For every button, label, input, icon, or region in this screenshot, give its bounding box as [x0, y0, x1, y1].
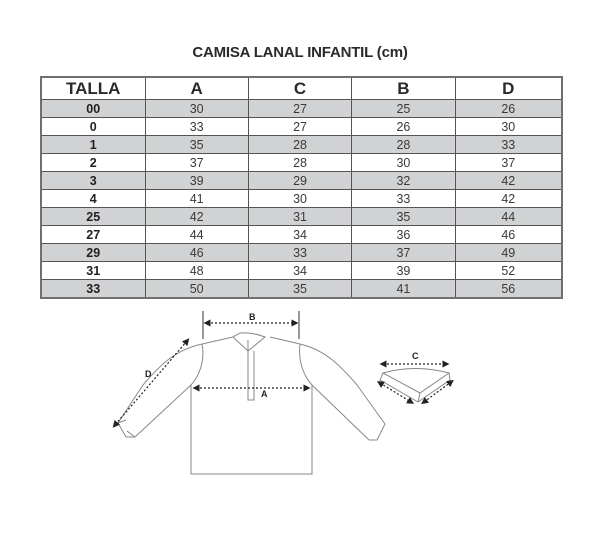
cell-c: 31 — [248, 208, 351, 226]
header-c: C — [248, 77, 351, 100]
cell-b: 30 — [352, 154, 455, 172]
table-row — [41, 262, 562, 280]
cell-a: 33 — [145, 118, 248, 136]
shirt-measurement-diagram — [0, 300, 600, 500]
cell-talla: 1 — [41, 136, 145, 154]
shirt-illustration — [0, 300, 600, 500]
cell-a: 44 — [145, 226, 248, 244]
cell-b: 41 — [352, 280, 455, 299]
table-row — [41, 100, 562, 118]
header-d: D — [455, 77, 562, 100]
cell-talla: 27 — [41, 226, 145, 244]
table-row — [41, 190, 562, 208]
table-row — [41, 208, 562, 226]
cell-a: 41 — [145, 190, 248, 208]
table-row — [41, 118, 562, 136]
table-row — [41, 136, 562, 154]
cell-d: 52 — [455, 262, 562, 280]
cell-talla: 25 — [41, 208, 145, 226]
cell-d: 44 — [455, 208, 562, 226]
cell-a: 30 — [145, 100, 248, 118]
cell-d: 46 — [455, 226, 562, 244]
cell-b: 33 — [352, 190, 455, 208]
cell-c: 27 — [248, 118, 351, 136]
cell-b: 35 — [352, 208, 455, 226]
cell-b: 26 — [352, 118, 455, 136]
cell-talla: 3 — [41, 172, 145, 190]
cell-b: 32 — [352, 172, 455, 190]
label-c: C — [412, 351, 419, 361]
table-header-row — [41, 77, 562, 100]
cell-c: 28 — [248, 154, 351, 172]
cell-talla: 2 — [41, 154, 145, 172]
cell-c: 33 — [248, 244, 351, 262]
cell-a: 37 — [145, 154, 248, 172]
cell-talla: 31 — [41, 262, 145, 280]
table-row — [41, 280, 562, 299]
cell-c: 34 — [248, 262, 351, 280]
cell-b: 25 — [352, 100, 455, 118]
cell-talla: 0 — [41, 118, 145, 136]
cell-b: 39 — [352, 262, 455, 280]
cell-d: 56 — [455, 280, 562, 299]
cell-talla: 33 — [41, 280, 145, 299]
table-row — [41, 154, 562, 172]
cell-a: 50 — [145, 280, 248, 299]
label-d: D — [145, 369, 152, 379]
page-title: CAMISA LANAL INFANTIL (cm) — [192, 44, 408, 61]
cell-a: 39 — [145, 172, 248, 190]
cell-d: 37 — [455, 154, 562, 172]
header-a: A — [145, 77, 248, 100]
size-table — [40, 76, 563, 299]
table-row — [41, 172, 562, 190]
cell-c: 28 — [248, 136, 351, 154]
cell-d: 42 — [455, 190, 562, 208]
cell-talla: 29 — [41, 244, 145, 262]
cell-c: 34 — [248, 226, 351, 244]
cell-a: 46 — [145, 244, 248, 262]
cell-d: 26 — [455, 100, 562, 118]
cell-d: 30 — [455, 118, 562, 136]
cell-d: 49 — [455, 244, 562, 262]
cell-d: 42 — [455, 172, 562, 190]
cell-talla: 00 — [41, 100, 145, 118]
cell-talla: 4 — [41, 190, 145, 208]
cell-a: 48 — [145, 262, 248, 280]
cell-c: 27 — [248, 100, 351, 118]
table-row — [41, 226, 562, 244]
cell-b: 37 — [352, 244, 455, 262]
cell-c: 30 — [248, 190, 351, 208]
cell-a: 42 — [145, 208, 248, 226]
cell-a: 35 — [145, 136, 248, 154]
cell-c: 29 — [248, 172, 351, 190]
cell-b: 28 — [352, 136, 455, 154]
header-b: B — [352, 77, 455, 100]
cell-b: 36 — [352, 226, 455, 244]
label-b: B — [249, 312, 256, 322]
header-talla: TALLA — [41, 77, 145, 100]
label-a: A — [261, 389, 268, 399]
cell-c: 35 — [248, 280, 351, 299]
table-row — [41, 244, 562, 262]
cell-d: 33 — [455, 136, 562, 154]
